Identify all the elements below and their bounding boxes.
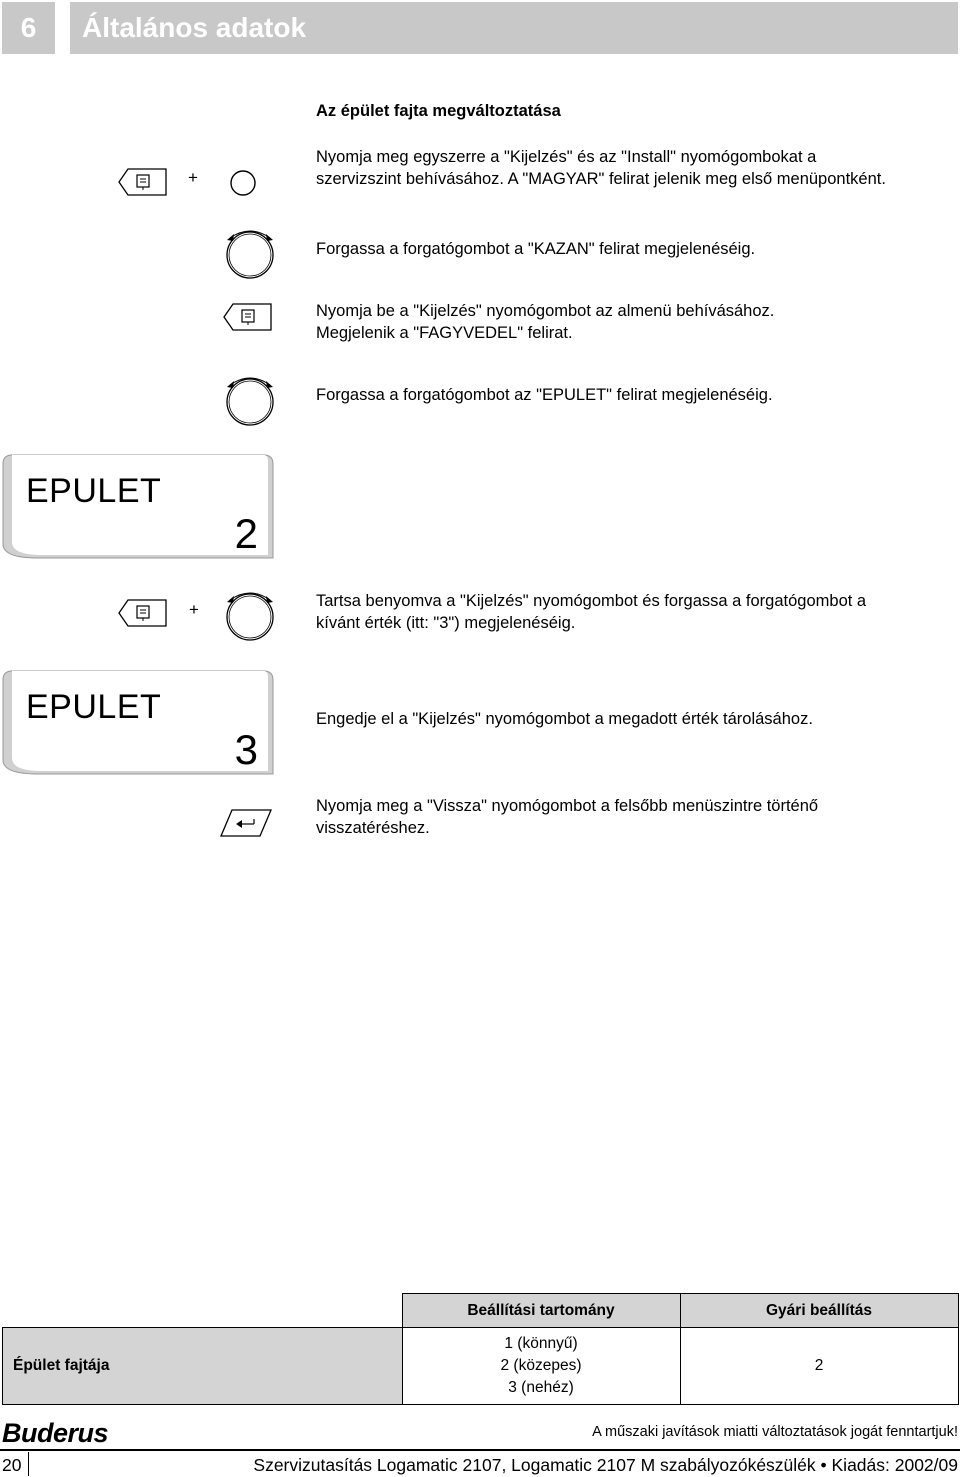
display-button-icon: [118, 599, 168, 627]
settings-table: [2, 1293, 959, 1405]
install-button-icon: [229, 169, 257, 197]
footer-divider: [0, 1449, 960, 1451]
table-cell-range: 1 (könnyű) 2 (közepes) 3 (nehéz): [402, 1328, 680, 1405]
step-3-text: Nyomja be a "Kijelzés" nyomógombot az almenü behívásához. Megjelenik a "FAGYVEDEL" felirat.: [316, 302, 775, 342]
document-title: Szervizutasítás Logamatic 2107, Logamatic 2107 M szabályozókészülék • Kiadás: 2002/09: [253, 1455, 958, 1475]
step-5-text: Tartsa benyomva a "Kijelzés" nyomógombot és forgassa a forgatógombot a kívánt érték (itt: "3") megjelenéséig.: [316, 592, 867, 632]
chapter-title: Általános adatok: [70, 2, 958, 54]
display-button-icon: [223, 303, 273, 331]
chapter-number: 6: [2, 2, 55, 54]
rotary-knob-icon: [222, 371, 278, 427]
table-cell-default: 2: [680, 1328, 958, 1405]
lcd-value: 2: [234, 510, 258, 557]
table-row-label: Épület fajtája: [3, 1328, 403, 1405]
rotary-knob-icon: [222, 224, 278, 280]
lcd-label: EPULET: [26, 472, 162, 510]
back-button-icon: [220, 809, 272, 837]
lcd-value: 3: [234, 726, 258, 773]
table-header-default: Gyári beállítás: [680, 1294, 958, 1328]
rights-notice: A műszaki javítások miatti változtatások jogát fenntartjuk!: [592, 1424, 958, 1440]
display-button-icon: [118, 168, 168, 196]
table-header-range: Beállítási tartomány: [402, 1294, 680, 1328]
lcd-label: EPULET: [26, 688, 162, 726]
step-2-text: Forgassa a forgatógombot a "KAZAN" felirat megjelenéséig.: [316, 240, 756, 258]
page-number: 20: [2, 1455, 22, 1475]
step-4-text: Forgassa a forgatógombot az "EPULET" felirat megjelenéséig.: [316, 386, 773, 404]
footer-separator: [28, 1452, 29, 1476]
step-7-text: Nyomja meg a "Vissza" nyomógombot a felsőbb menüszintre történő visszatéréshez.: [316, 797, 819, 837]
lcd-display: [2, 454, 272, 558]
buderus-logo: Buderus: [2, 1418, 109, 1448]
step-6-text: Engedje el a "Kijelzés" nyomógombot a megadott érték tárolásához.: [316, 710, 813, 728]
plus-sign: +: [188, 168, 198, 187]
step-1-text: Nyomja meg egyszerre a "Kijelzés" és az "Install" nyomógombokat a szervizszint behívásához. A "MAGYAR" felirat jelenik meg első menüpontként.: [316, 148, 886, 188]
lcd-display: [2, 670, 272, 774]
plus-sign: +: [189, 600, 199, 619]
rotary-knob-icon: [222, 586, 278, 642]
section-title: Az épület fajta megváltoztatása: [316, 102, 561, 120]
